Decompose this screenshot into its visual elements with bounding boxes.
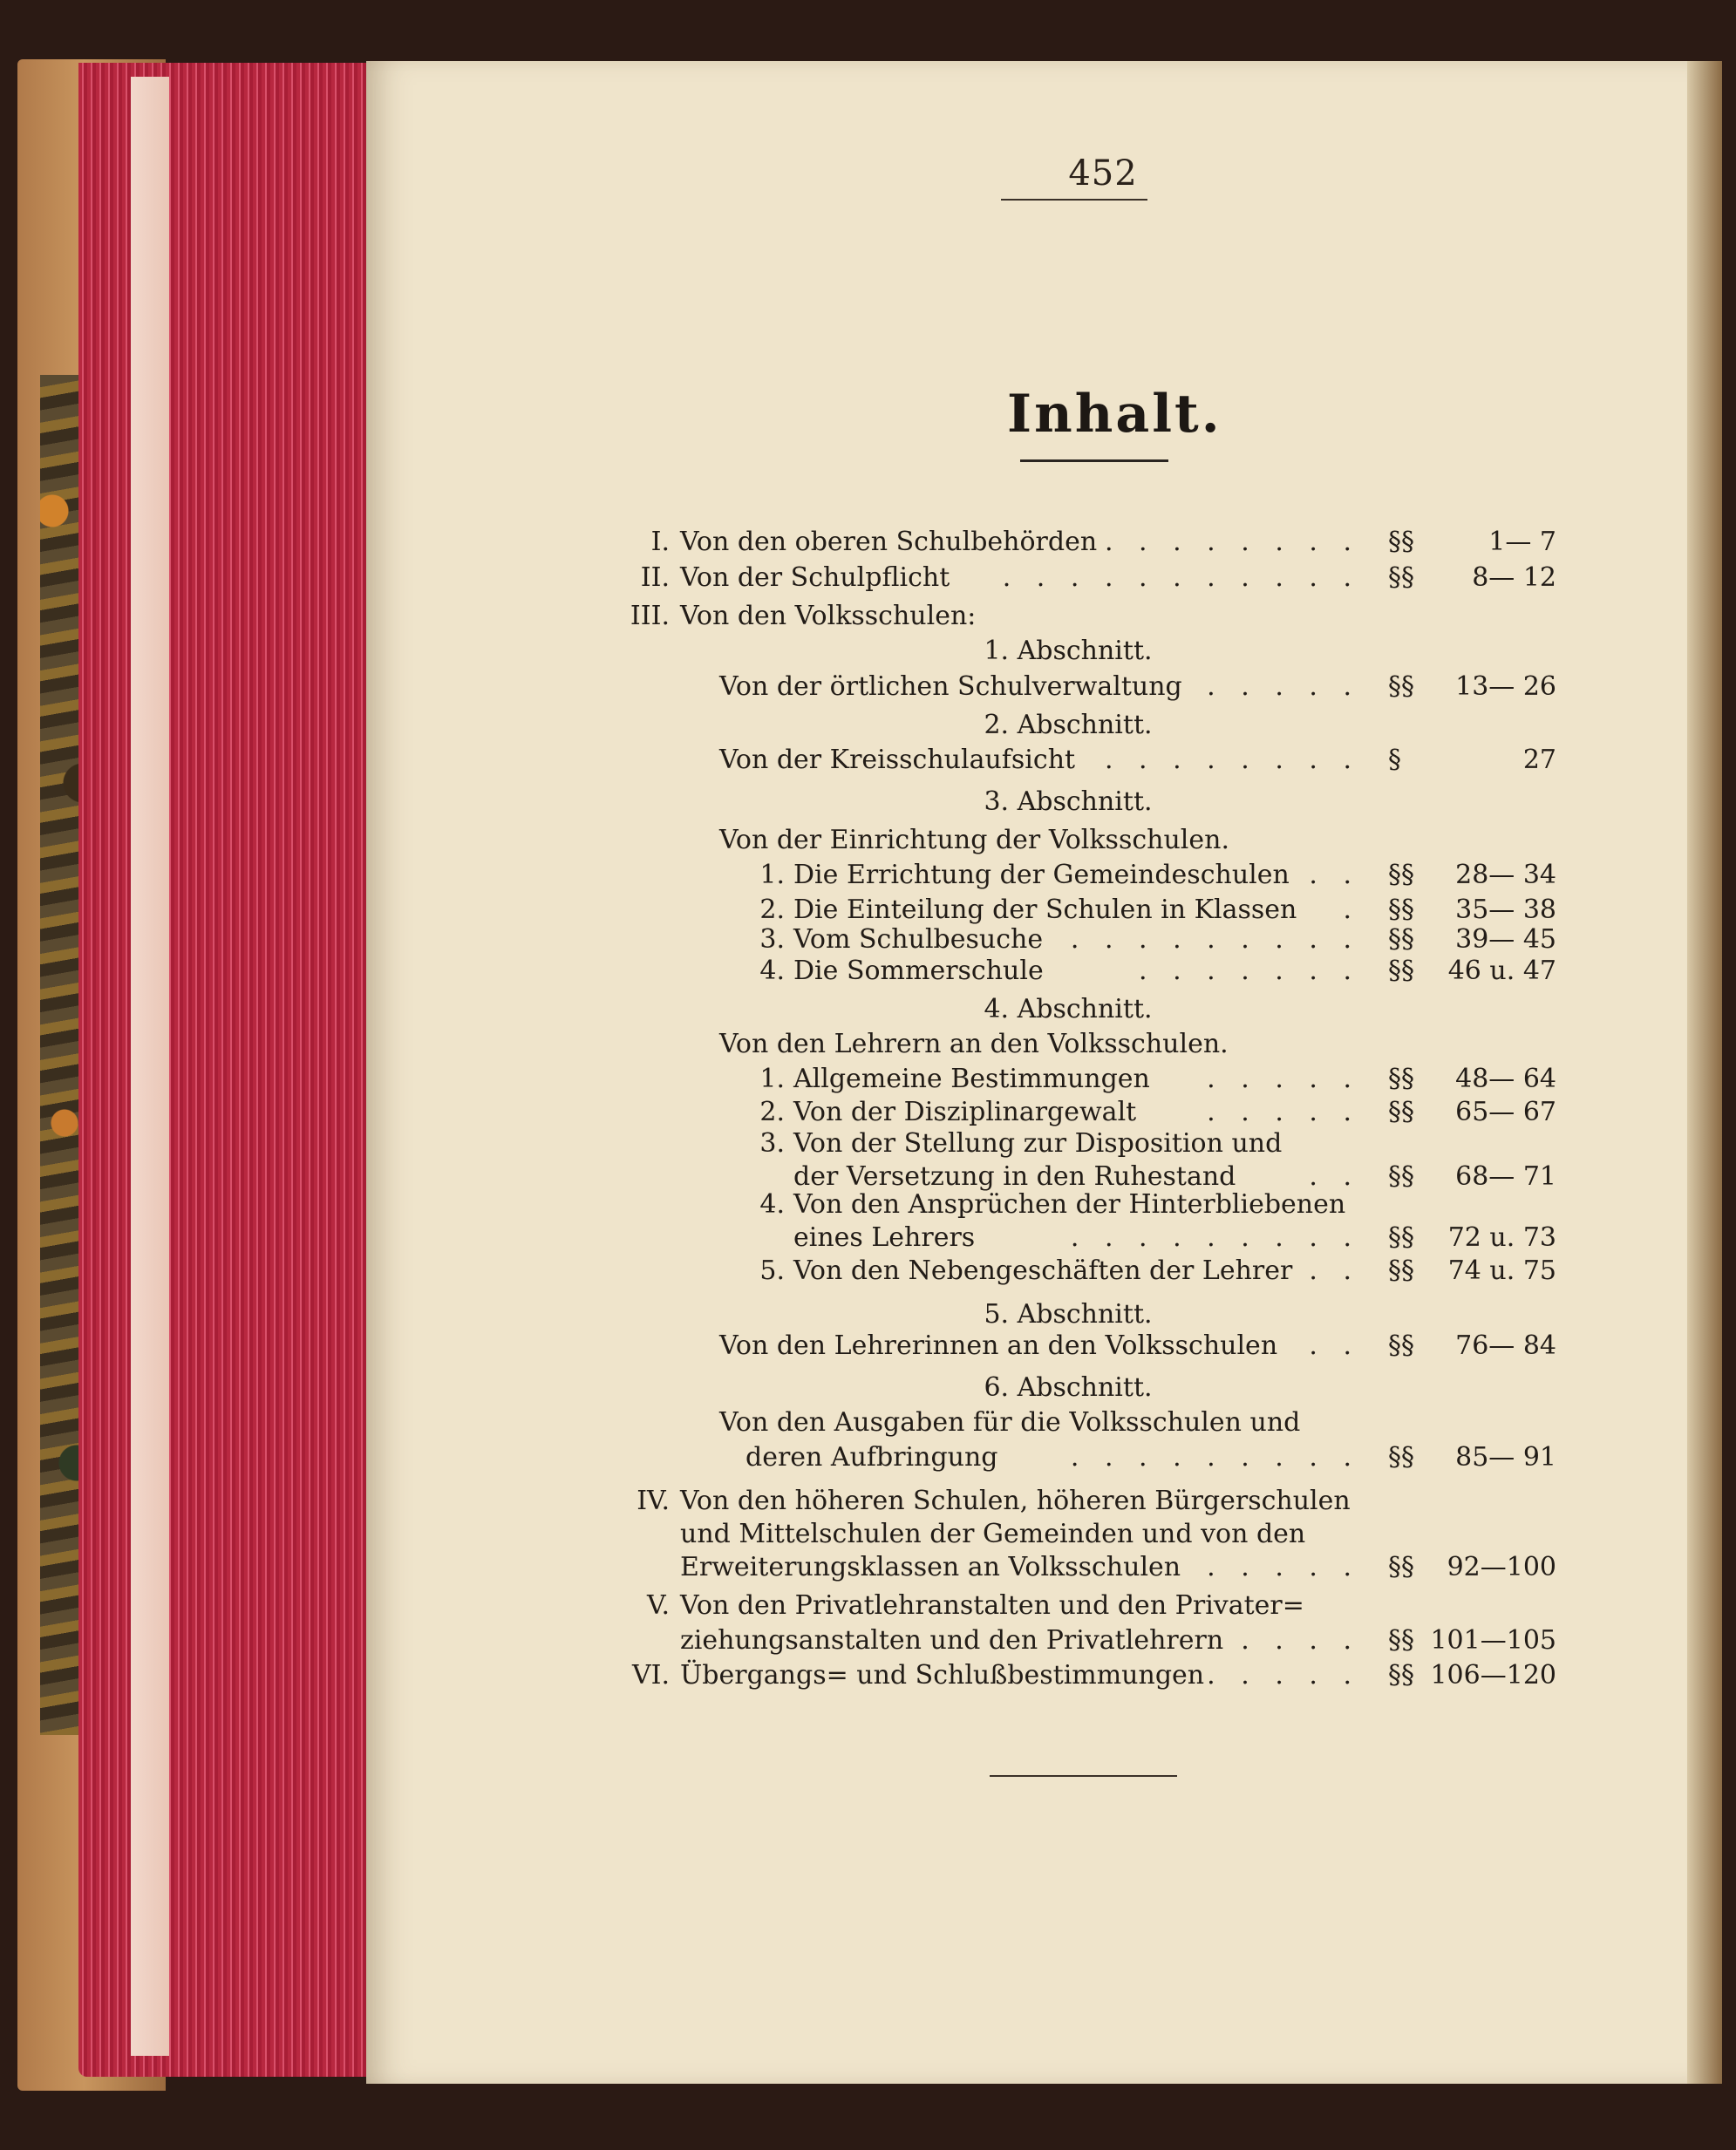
entry-title: Die Einteilung der Schulen in Klassen	[793, 895, 1297, 925]
toc-entry	[0, 1062, 1736, 1097]
leader-dots: . . . . .	[1207, 1552, 1360, 1582]
entry-title: der Versetzung in den Ruhestand	[793, 1161, 1236, 1192]
leader-dots: . .	[1309, 1161, 1360, 1192]
section-range: 27	[1522, 745, 1556, 775]
section-range: 48— 64	[1455, 1064, 1556, 1094]
leader-dots: . . . . . . . . .	[1070, 924, 1360, 955]
leader-dots: . . . . .	[1207, 1660, 1360, 1691]
leader-dots: . . . . . . . .	[1104, 745, 1360, 775]
section-range: 39— 45	[1455, 924, 1556, 955]
chapter-number: V.	[647, 1590, 670, 1621]
leader-dots: .	[1343, 895, 1360, 925]
subsection-number: 3.	[759, 924, 785, 955]
subsection-number: 4.	[759, 956, 785, 986]
toc-entry	[0, 743, 1736, 778]
entry-title: Übergangs= und Schlußbestimmungen	[680, 1660, 1205, 1691]
section-sign: §§	[1388, 956, 1414, 986]
toc-entry	[0, 922, 1736, 957]
entry-title: Von den Ansprüchen der Hinterbliebenen	[793, 1189, 1346, 1220]
toc-entry	[0, 525, 1736, 560]
entry-title: Von den oberen Schulbehörden	[680, 527, 1098, 557]
entry-title: Von den Nebengeschäften der Lehrer	[793, 1255, 1293, 1286]
toc-entry	[0, 1550, 1736, 1585]
subsection-number: 5.	[759, 1255, 785, 1286]
toc-entry	[0, 1095, 1736, 1130]
section-range: 74 u. 75	[1447, 1255, 1556, 1286]
entry-title: ziehungsanstalten und den Privatlehrern	[680, 1625, 1224, 1656]
section-sign: §§	[1388, 1255, 1414, 1286]
entry-title: Von den Lehrerinnen an den Volksschulen	[719, 1330, 1278, 1361]
entry-title: Von den Volksschulen:	[680, 601, 977, 631]
chapter-number: I.	[650, 527, 670, 557]
leader-dots: . . . . . . .	[1139, 956, 1360, 986]
section-sign: §	[1388, 745, 1401, 775]
section-range: 65— 67	[1455, 1097, 1556, 1127]
section-range: 85— 91	[1455, 1442, 1556, 1473]
toc-entry	[0, 1254, 1736, 1289]
section-range: 101—105	[1430, 1625, 1556, 1656]
toc-entry	[0, 1187, 1736, 1222]
leader-dots: . . . . .	[1207, 1097, 1360, 1127]
toc-entry	[0, 1221, 1736, 1255]
entry-title: Von der Schulpflicht	[680, 562, 950, 593]
section-sign: §§	[1388, 1161, 1414, 1192]
entry-title: eines Lehrers	[793, 1222, 976, 1253]
section-sign: §§	[1388, 860, 1414, 890]
toc-entry	[0, 1484, 1736, 1519]
leader-dots: . . . . .	[1207, 671, 1360, 702]
section-sign: §§	[1388, 671, 1414, 702]
entry-title: Von den höheren Schulen, höheren Bürgerschulen	[680, 1486, 1351, 1516]
section-sign: §§	[1388, 1330, 1414, 1361]
section-heading: 6. Abschnitt.	[984, 1372, 1153, 1403]
subsection-number: 3.	[759, 1128, 785, 1159]
section-range: 76— 84	[1455, 1330, 1556, 1361]
chapter-number: IV.	[637, 1486, 670, 1516]
leader-dots: . . . . . . . .	[1104, 527, 1360, 557]
section-heading: 3. Abschnitt.	[984, 786, 1153, 817]
entry-title: Von den Lehrern an den Volksschulen.	[719, 1029, 1229, 1059]
entry-title: und Mittelschulen der Gemeinden und von den	[680, 1519, 1306, 1549]
toc-entry	[0, 670, 1736, 704]
section-range: 92—100	[1447, 1552, 1556, 1582]
entry-title: deren Aufbringung	[745, 1442, 998, 1473]
toc-entry	[0, 954, 1736, 989]
page-number: 452	[1068, 153, 1138, 194]
chapter-number: III.	[630, 601, 670, 631]
section-sign: §§	[1388, 1097, 1414, 1127]
subsection-number: 1.	[759, 860, 785, 890]
section-sign: §§	[1388, 1660, 1414, 1691]
toc-entry	[0, 1440, 1736, 1475]
toc-entry	[0, 1658, 1736, 1693]
section-sign: §§	[1388, 1064, 1414, 1094]
section-heading: 2. Abschnitt.	[984, 710, 1153, 740]
toc-entry	[0, 1126, 1736, 1161]
entry-title: Von der Disziplinargewalt	[793, 1097, 1137, 1127]
toc-entry	[0, 561, 1736, 595]
leader-dots: . . . . .	[1207, 1064, 1360, 1094]
section-sign: §§	[1388, 562, 1414, 593]
section-heading: 4. Abschnitt.	[984, 994, 1153, 1024]
section-sign: §§	[1388, 924, 1414, 955]
entry-title: Von den Privatlehranstalten und den Privater=	[680, 1590, 1304, 1621]
section-range: 35— 38	[1455, 895, 1556, 925]
section-sign: §§	[1388, 1442, 1414, 1473]
entry-title: Erweiterungsklassen an Volksschulen	[680, 1552, 1181, 1582]
leader-dots: . .	[1309, 1255, 1360, 1286]
end-rule	[990, 1775, 1177, 1777]
section-range: 13— 26	[1455, 671, 1556, 702]
leader-dots: . . . . . . . . . . .	[1002, 562, 1360, 593]
toc-entry	[0, 1623, 1736, 1658]
entry-title: Von den Ausgaben für die Volksschulen und	[719, 1407, 1301, 1438]
entry-title: Allgemeine Bestimmungen	[793, 1064, 1150, 1094]
section-sign: §§	[1388, 895, 1414, 925]
entry-title: Von der Kreisschulaufsicht	[719, 745, 1076, 775]
chapter-number: VI.	[631, 1660, 670, 1691]
toc-entry	[0, 823, 1736, 858]
entry-title: Die Sommerschule	[793, 956, 1044, 986]
section-sign: §§	[1388, 1625, 1414, 1656]
entry-title: Von der örtlichen Schulverwaltung	[719, 671, 1182, 702]
subsection-number: 2.	[759, 1097, 785, 1127]
toc-entry	[0, 1517, 1736, 1552]
section-heading: 5. Abschnitt.	[984, 1299, 1153, 1330]
leader-dots: . .	[1309, 1330, 1360, 1361]
toc-entry	[0, 858, 1736, 893]
section-range: 1— 7	[1488, 527, 1556, 557]
section-sign: §§	[1388, 527, 1414, 557]
toc-entry	[0, 1589, 1736, 1623]
entry-title: Die Errichtung der Gemeindeschulen	[793, 860, 1290, 890]
entry-title: Von der Stellung zur Disposition und	[793, 1128, 1283, 1159]
toc-entry	[0, 1329, 1736, 1364]
entry-title: Vom Schulbesuche	[793, 924, 1044, 955]
leader-dots: . .	[1309, 860, 1360, 890]
title-underline	[1020, 459, 1168, 462]
section-range: 46 u. 47	[1447, 956, 1556, 986]
page-title: Inhalt.	[1007, 384, 1222, 445]
leader-dots: . . . . . . . . .	[1070, 1442, 1360, 1473]
toc-entry	[0, 1027, 1736, 1062]
section-sign: §§	[1388, 1222, 1414, 1253]
subsection-number: 1.	[759, 1064, 785, 1094]
toc-entry	[0, 599, 1736, 634]
section-heading: 1. Abschnitt.	[984, 636, 1153, 666]
subsection-number: 2.	[759, 895, 785, 925]
leader-dots: . . . . . . . . .	[1070, 1222, 1360, 1253]
section-range: 106—120	[1430, 1660, 1556, 1691]
section-range: 68— 71	[1455, 1161, 1556, 1192]
leader-dots: . . . .	[1241, 1625, 1360, 1656]
page-number-rule	[1001, 199, 1147, 201]
entry-title: Von der Einrichtung der Volksschulen.	[719, 825, 1229, 855]
section-range: 28— 34	[1455, 860, 1556, 890]
section-sign: §§	[1388, 1552, 1414, 1582]
subsection-number: 4.	[759, 1189, 785, 1220]
chapter-number: II.	[640, 562, 670, 593]
section-range: 72 u. 73	[1447, 1222, 1556, 1253]
toc-entry	[0, 1405, 1736, 1440]
section-range: 8— 12	[1472, 562, 1556, 593]
